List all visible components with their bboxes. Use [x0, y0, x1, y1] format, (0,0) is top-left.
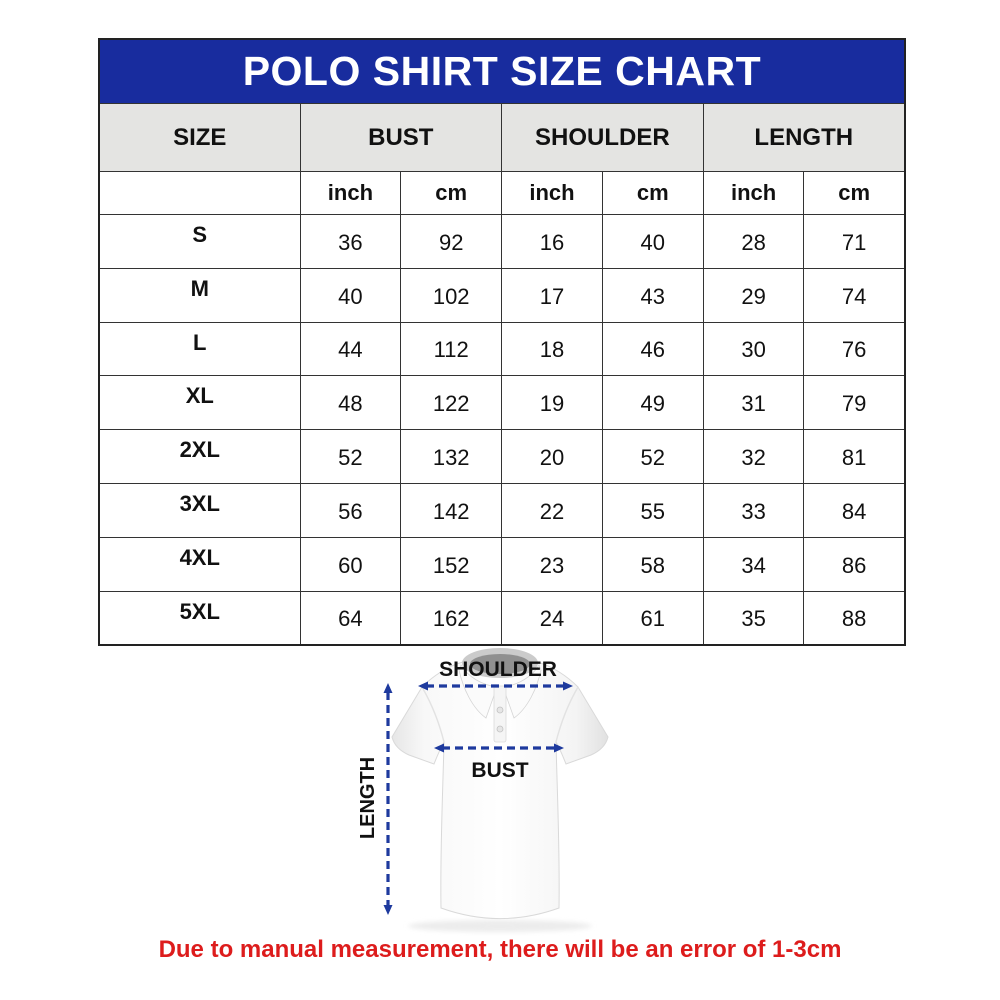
measurement-note: Due to manual measurement, there will be an error of 1-3cm	[158, 936, 842, 963]
value-cell: 122	[401, 376, 502, 430]
shirt-button	[497, 707, 503, 713]
value-cell: 92	[401, 215, 502, 269]
value-cell: 35	[703, 591, 804, 645]
polo-shirt-illustration	[392, 648, 608, 932]
value-cell: 24	[502, 591, 603, 645]
value-cell: 18	[502, 322, 603, 376]
bust-label: BUST	[471, 759, 529, 782]
value-cell: 61	[602, 591, 703, 645]
column-header-size: SIZE	[99, 104, 300, 172]
unit-header-bust-cm: cm	[401, 172, 502, 215]
value-cell: 56	[300, 483, 401, 537]
value-cell: 40	[602, 215, 703, 269]
value-cell: 31	[703, 376, 804, 430]
value-cell: 162	[401, 591, 502, 645]
shoulder-label: SHOULDER	[439, 658, 557, 681]
table-row	[99, 483, 905, 537]
value-cell: 86	[804, 537, 905, 591]
value-cell: 76	[804, 322, 905, 376]
value-cell: 46	[602, 322, 703, 376]
size-cell: 2XL	[99, 430, 300, 484]
ground-shadow	[408, 920, 592, 932]
unit-header-bust-inch: inch	[300, 172, 401, 215]
value-cell: 36	[300, 215, 401, 269]
size-cell: L	[99, 322, 300, 376]
column-header-shoulder: SHOULDER	[502, 104, 704, 172]
size-cell: 5XL	[99, 591, 300, 645]
unit-header-shoulder-inch: inch	[502, 172, 603, 215]
value-cell: 58	[602, 537, 703, 591]
size-cell: 3XL	[99, 483, 300, 537]
size-chart-table	[98, 38, 906, 646]
column-header-length: LENGTH	[703, 104, 905, 172]
table-row	[99, 322, 905, 376]
value-cell: 79	[804, 376, 905, 430]
value-cell: 52	[602, 430, 703, 484]
value-cell: 74	[804, 268, 905, 322]
table-row	[99, 430, 905, 484]
value-cell: 112	[401, 322, 502, 376]
value-cell: 16	[502, 215, 603, 269]
size-rows	[99, 215, 905, 646]
value-cell: 43	[602, 268, 703, 322]
length-label: LENGTH	[357, 756, 379, 840]
size-cell: XL	[99, 376, 300, 430]
value-cell: 64	[300, 591, 401, 645]
table-row	[99, 537, 905, 591]
value-cell: 55	[602, 483, 703, 537]
value-cell: 32	[703, 430, 804, 484]
unit-header-row	[99, 172, 905, 215]
value-cell: 40	[300, 268, 401, 322]
size-cell: M	[99, 268, 300, 322]
unit-header-empty	[99, 172, 300, 215]
value-cell: 30	[703, 322, 804, 376]
column-header-bust: BUST	[300, 104, 502, 172]
unit-header-length-inch: inch	[703, 172, 804, 215]
value-cell: 81	[804, 430, 905, 484]
table-row	[99, 376, 905, 430]
title-row	[99, 39, 905, 104]
length-arrow	[384, 683, 393, 915]
value-cell: 29	[703, 268, 804, 322]
unit-header-shoulder-cm: cm	[602, 172, 703, 215]
column-header-row	[99, 104, 905, 172]
table-row	[99, 215, 905, 269]
value-cell: 88	[804, 591, 905, 645]
table-row	[99, 268, 905, 322]
value-cell: 49	[602, 376, 703, 430]
shirt-button	[497, 726, 503, 732]
size-cell: 4XL	[99, 537, 300, 591]
value-cell: 60	[300, 537, 401, 591]
value-cell: 142	[401, 483, 502, 537]
value-cell: 20	[502, 430, 603, 484]
value-cell: 52	[300, 430, 401, 484]
value-cell: 19	[502, 376, 603, 430]
page-title: POLO SHIRT SIZE CHART	[99, 39, 905, 104]
value-cell: 71	[804, 215, 905, 269]
value-cell: 17	[502, 268, 603, 322]
value-cell: 48	[300, 376, 401, 430]
value-cell: 28	[703, 215, 804, 269]
value-cell: 33	[703, 483, 804, 537]
value-cell: 84	[804, 483, 905, 537]
shirt-placket	[494, 686, 506, 742]
value-cell: 44	[300, 322, 401, 376]
value-cell: 132	[401, 430, 502, 484]
value-cell: 152	[401, 537, 502, 591]
measurement-diagram	[348, 636, 652, 942]
value-cell: 23	[502, 537, 603, 591]
size-cell: S	[99, 215, 300, 269]
unit-header-length-cm: cm	[804, 172, 905, 215]
value-cell: 22	[502, 483, 603, 537]
value-cell: 102	[401, 268, 502, 322]
value-cell: 34	[703, 537, 804, 591]
